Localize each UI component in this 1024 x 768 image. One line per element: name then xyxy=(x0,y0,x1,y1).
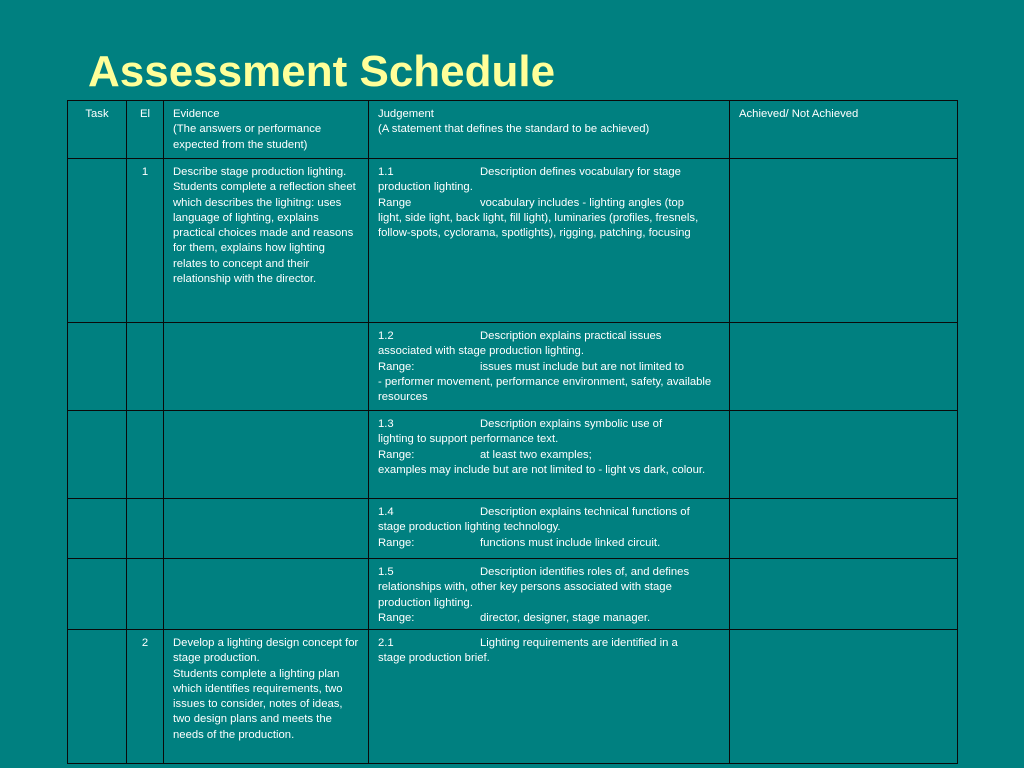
criterion-description: Description identifies roles of, and defines xyxy=(480,566,690,578)
range-text: functions must include linked circuit. xyxy=(480,536,661,549)
criterion-number: 1.1 xyxy=(378,166,394,178)
judgement-cell xyxy=(369,323,730,411)
header-evidence-note: (The answers or performance expected from the student) xyxy=(173,123,322,151)
evidence-cell xyxy=(164,411,369,499)
evidence-text: Students complete a reflection sheet which describes the lighitng: uses language of lighting, explains practical choices made and reasons for them, explains how lighting relates to concept and their relationship with the director. xyxy=(173,181,356,286)
header-el: El xyxy=(127,101,164,159)
criterion-description: Description explains symbolic use of xyxy=(480,418,663,430)
judgement-cell xyxy=(369,411,730,499)
criterion-description-cont: lighting to support performance text. xyxy=(378,433,559,446)
task-cell xyxy=(68,411,127,499)
judgement-criterion xyxy=(378,329,720,344)
range-text: issues must include but are not limited to xyxy=(480,360,685,373)
slide-title: Assessment Schedule xyxy=(88,47,556,96)
criterion-number: 1.4 xyxy=(378,506,394,518)
table-row xyxy=(68,499,958,559)
criterion-description: Description defines vocabulary for stage xyxy=(480,166,681,178)
judgement-criterion xyxy=(378,636,720,651)
task-cell xyxy=(68,559,127,630)
judgement-criterion xyxy=(378,505,720,520)
el-cell xyxy=(127,323,164,411)
range-label: Range xyxy=(378,196,412,209)
range-label: Range: xyxy=(378,536,415,549)
header-judgement-note: (A statement that defines the standard to be achieved) xyxy=(378,123,650,136)
criterion-description-cont: production lighting. xyxy=(378,181,473,194)
el-cell: 1 xyxy=(127,159,164,323)
el-cell xyxy=(127,411,164,499)
criterion-description: Lighting requirements are identified in a xyxy=(480,637,678,649)
judgement-range xyxy=(378,611,720,626)
header-achieved: Achieved/ Not Achieved xyxy=(730,101,958,159)
judgement-criterion xyxy=(378,417,720,432)
table-row xyxy=(68,559,958,630)
criterion-description-cont: stage production lighting technology. xyxy=(378,521,561,534)
el-cell: 2 xyxy=(127,630,164,764)
header-evidence xyxy=(164,101,369,159)
judgement-range xyxy=(378,196,720,211)
task-cell xyxy=(68,323,127,411)
table-row xyxy=(68,323,958,411)
criterion-description-cont: associated with stage production lighting. xyxy=(378,345,584,358)
range-text: director, designer, stage manager. xyxy=(480,611,651,624)
judgement-range xyxy=(378,360,720,375)
criterion-number: 1.2 xyxy=(378,330,394,342)
table-row xyxy=(68,411,958,499)
header-task: Task xyxy=(68,101,127,159)
evidence-cell xyxy=(164,559,369,630)
assessment-table xyxy=(67,100,958,764)
evidence-text: Describe stage production lighting. xyxy=(173,166,347,178)
achieved-cell xyxy=(730,159,958,323)
judgement-cell xyxy=(369,499,730,559)
judgement-cell xyxy=(369,159,730,323)
achieved-cell xyxy=(730,559,958,630)
range-text-cont: light, side light, back light, fill light), luminaries (profiles, fresnels, follow-spots, cyclorama, spotlights), rigging, patching, focusing xyxy=(378,211,699,240)
range-text-cont: - performer movement, performance environment, safety, available resources xyxy=(378,375,712,404)
table-row xyxy=(68,159,958,323)
achieved-cell xyxy=(730,323,958,411)
range-label: Range: xyxy=(378,448,415,461)
el-cell xyxy=(127,559,164,630)
task-cell xyxy=(68,630,127,764)
judgement-range xyxy=(378,448,720,463)
criterion-description: Description explains practical issues xyxy=(480,330,662,342)
judgement-criterion xyxy=(378,165,720,180)
judgement-cell xyxy=(369,559,730,630)
range-label: Range: xyxy=(378,611,415,624)
table-row xyxy=(68,630,958,764)
criterion-description-cont: relationships with, other key persons associated with stage production lighting. xyxy=(378,581,672,609)
criterion-number: 2.1 xyxy=(378,637,394,649)
header-row xyxy=(68,101,958,159)
criterion-description: Description explains technical functions of xyxy=(480,506,690,518)
achieved-cell xyxy=(730,630,958,764)
header-evidence-title: Evidence xyxy=(173,108,220,120)
evidence-cell xyxy=(164,323,369,411)
criterion-number: 1.3 xyxy=(378,418,394,430)
judgement-cell xyxy=(369,630,730,764)
range-text: at least two examples; xyxy=(480,448,592,461)
judgement-range xyxy=(378,536,720,551)
range-text-cont: examples may include but are not limited to - light vs dark, colour. xyxy=(378,463,706,476)
judgement-criterion xyxy=(378,565,720,580)
evidence-cell xyxy=(164,159,369,323)
achieved-cell xyxy=(730,499,958,559)
header-judgement xyxy=(369,101,730,159)
evidence-cell xyxy=(164,499,369,559)
criterion-description-cont: stage production brief. xyxy=(378,652,490,665)
criterion-number: 1.5 xyxy=(378,566,394,578)
evidence-text: Develop a lighting design concept for stage production. xyxy=(173,637,359,665)
task-cell xyxy=(68,499,127,559)
header-judgement-title: Judgement xyxy=(378,108,434,120)
el-cell xyxy=(127,499,164,559)
achieved-cell xyxy=(730,411,958,499)
range-text: vocabulary includes - lighting angles (top xyxy=(480,196,685,209)
evidence-text: Students complete a lighting plan which identifies requirements, two issues to consider, notes of ideas, two design plans and meets the needs of the production. xyxy=(173,667,343,741)
range-label: Range: xyxy=(378,360,415,373)
evidence-cell xyxy=(164,630,369,764)
task-cell xyxy=(68,159,127,323)
